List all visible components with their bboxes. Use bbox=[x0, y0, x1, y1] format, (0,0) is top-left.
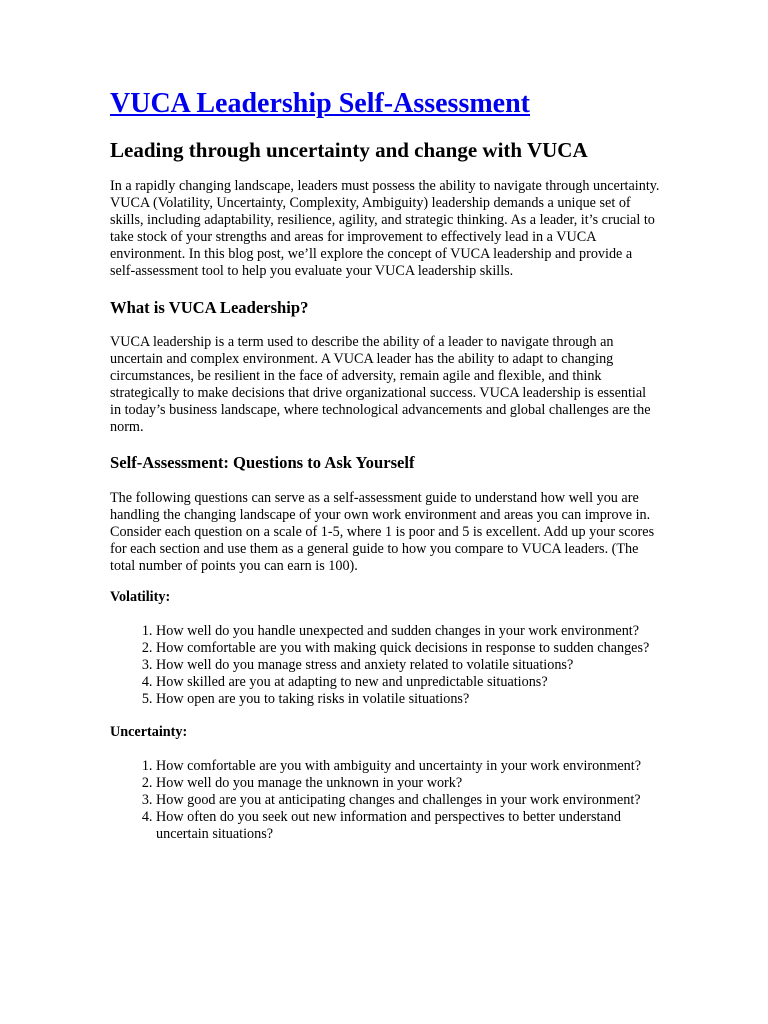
document-page bbox=[110, 86, 660, 843]
list-item: 2. How comfortable are you with making quick decisions in response to sudden changes? bbox=[156, 640, 660, 657]
list-item: 2. How well do you manage the unknown in your work? bbox=[156, 775, 660, 792]
volatility-question-list bbox=[110, 623, 660, 708]
section-heading-what-is-vuca: What is VUCA Leadership? bbox=[110, 298, 309, 317]
intro-paragraph: In a rapidly changing landscape, leaders must possess the ability to navigate through uncertainty. VUCA (Volatility, Uncertainty, Complexity, Ambiguity) leadership demands a unique set of skills, including adaptability, resilience, agility, and strategic thinking. As a leader, it’s crucial to take stock of your strengths and areas for improvement to effectively lead in a VUCA environment. In this blog post, we’ll explore the concept of VUCA leadership and provide a self-assessment tool to help you evaluate your VUCA leadership skills. bbox=[110, 178, 660, 279]
list-item: 1. How well do you handle unexpected and sudden changes in your work environment? bbox=[156, 623, 660, 640]
section-paragraph-what-is-vuca: VUCA leadership is a term used to describe the ability of a leader to navigate through an uncertain and complex environment. A VUCA leader has the ability to adapt to changing circumstances, be resilient in the face of adversity, remain agile and flexible, and think strategically to make decisions that drive organizational success. VUCA leadership is essential in today’s business landscape, where technological advancements and global challenges are the norm. bbox=[110, 334, 651, 435]
section-paragraph-self-assessment: The following questions can serve as a self-assessment guide to understand how well you are handling the changing landscape of your own work environment and areas you can improve in. Consider each question on a scale of 1-5, where 1 is poor and 5 is excellent. Add up your scores for each section and use them as a general guide to how you compare to VUCA leaders. (The total number of points you can earn is 100). bbox=[110, 490, 655, 574]
list-item: 4. How often do you seek out new information and perspectives to better understand uncertain situations? bbox=[156, 809, 660, 843]
list-item: 1. How comfortable are you with ambiguity and uncertainty in your work environment? bbox=[156, 758, 660, 775]
list-item: 3. How good are you at anticipating changes and challenges in your work environment? bbox=[156, 792, 660, 809]
document-subtitle: Leading through uncertainty and change with VUCA bbox=[110, 138, 588, 162]
list-item: 5. How open are you to taking risks in volatile situations? bbox=[156, 691, 660, 708]
document-title-link[interactable]: VUCA Leadership Self-Assessment bbox=[110, 88, 530, 119]
uncertainty-question-list bbox=[110, 758, 660, 843]
subheading-uncertainty: Uncertainty: bbox=[110, 724, 188, 740]
list-item: 4. How skilled are you at adapting to new and unpredictable situations? bbox=[156, 674, 660, 691]
section-heading-self-assessment: Self-Assessment: Questions to Ask Yourself bbox=[110, 453, 415, 472]
subheading-volatility: Volatility: bbox=[110, 589, 171, 605]
list-item: 3. How well do you manage stress and anxiety related to volatile situations? bbox=[156, 657, 660, 674]
